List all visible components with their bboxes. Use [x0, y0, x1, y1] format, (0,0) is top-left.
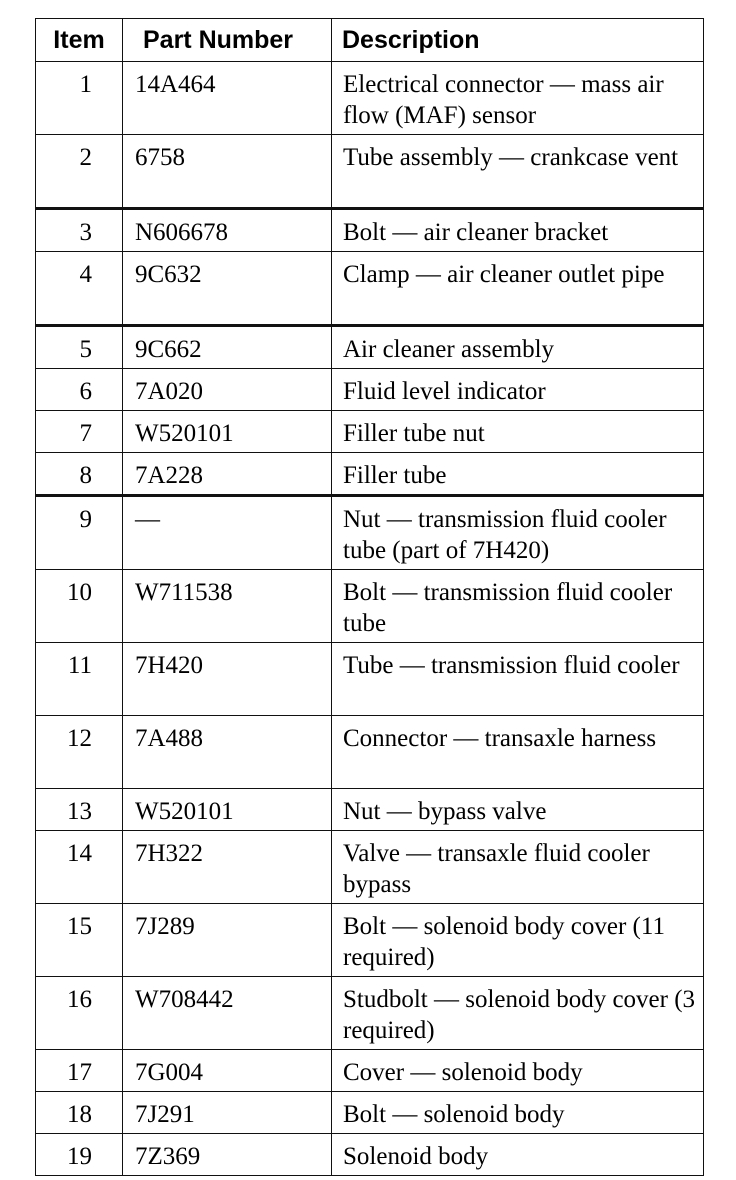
- header-description: Description: [332, 19, 704, 62]
- description-cell: Clamp — air cleaner outlet pipe: [332, 252, 704, 326]
- item-cell: 5: [36, 326, 123, 369]
- part-number-cell: W520101: [123, 789, 332, 831]
- item-cell: 14: [36, 831, 123, 904]
- item-cell: 15: [36, 904, 123, 977]
- description-cell: Bolt — solenoid body cover (11 required): [332, 904, 704, 977]
- table-row: [36, 411, 704, 453]
- item-cell: 16: [36, 977, 123, 1050]
- table-row: [36, 904, 704, 977]
- item-cell: 18: [36, 1092, 123, 1134]
- item-cell: 3: [36, 209, 123, 252]
- description-cell: Filler tube: [332, 453, 704, 496]
- part-number-cell: 9C662: [123, 326, 332, 369]
- item-cell: 8: [36, 453, 123, 496]
- table-row: [36, 716, 704, 789]
- part-number-cell: 6758: [123, 135, 332, 209]
- item-cell: 10: [36, 570, 123, 643]
- item-cell: 7: [36, 411, 123, 453]
- table-row: [36, 789, 704, 831]
- description-cell: Connector — transaxle harness: [332, 716, 704, 789]
- table-row: [36, 1050, 704, 1092]
- part-number-cell: —: [123, 496, 332, 570]
- description-cell: Cover — solenoid body: [332, 1050, 704, 1092]
- part-number-cell: 7H420: [123, 643, 332, 716]
- part-number-cell: 7H322: [123, 831, 332, 904]
- part-number-cell: W520101: [123, 411, 332, 453]
- part-number-cell: 7A228: [123, 453, 332, 496]
- part-number-cell: 7G004: [123, 1050, 332, 1092]
- description-cell: Fluid level indicator: [332, 369, 704, 411]
- item-cell: 17: [36, 1050, 123, 1092]
- table-row: [36, 977, 704, 1050]
- description-cell: Solenoid body: [332, 1134, 704, 1176]
- table-body: [36, 62, 704, 1176]
- part-number-cell: 7J289: [123, 904, 332, 977]
- item-cell: 11: [36, 643, 123, 716]
- part-number-cell: 7A488: [123, 716, 332, 789]
- description-cell: Valve — transaxle fluid cooler bypass: [332, 831, 704, 904]
- part-number-cell: 9C632: [123, 252, 332, 326]
- description-cell: Electrical connector — mass air flow (MAF) sensor: [332, 62, 704, 135]
- table-row: [36, 62, 704, 135]
- table-row: [36, 369, 704, 411]
- description-cell: Bolt — air cleaner bracket: [332, 209, 704, 252]
- table-row: [36, 831, 704, 904]
- part-number-cell: 14A464: [123, 62, 332, 135]
- header-row: [36, 19, 704, 62]
- part-number-cell: 7A020: [123, 369, 332, 411]
- table-row: [36, 135, 704, 209]
- item-cell: 1: [36, 62, 123, 135]
- table-row: [36, 1134, 704, 1176]
- table-row: [36, 570, 704, 643]
- item-cell: 2: [36, 135, 123, 209]
- description-cell: Bolt — solenoid body: [332, 1092, 704, 1134]
- table-header: [36, 19, 704, 62]
- header-item: Item: [36, 19, 123, 62]
- description-cell: Bolt — transmission fluid cooler tube: [332, 570, 704, 643]
- part-number-cell: 7J291: [123, 1092, 332, 1134]
- table-row: [36, 252, 704, 326]
- table-row: [36, 496, 704, 570]
- table-row: [36, 1092, 704, 1134]
- table-row: [36, 209, 704, 252]
- item-cell: 12: [36, 716, 123, 789]
- description-cell: Nut — transmission fluid cooler tube (part of 7H420): [332, 496, 704, 570]
- description-cell: Filler tube nut: [332, 411, 704, 453]
- item-cell: 4: [36, 252, 123, 326]
- description-cell: Studbolt — solenoid body cover (3 required): [332, 977, 704, 1050]
- item-cell: 6: [36, 369, 123, 411]
- item-cell: 19: [36, 1134, 123, 1176]
- description-cell: Air cleaner assembly: [332, 326, 704, 369]
- part-number-cell: W708442: [123, 977, 332, 1050]
- parts-table: [35, 18, 704, 1176]
- table-row: [36, 326, 704, 369]
- description-cell: Tube assembly — crankcase vent: [332, 135, 704, 209]
- item-cell: 13: [36, 789, 123, 831]
- table-row: [36, 453, 704, 496]
- description-cell: Nut — bypass valve: [332, 789, 704, 831]
- part-number-cell: N606678: [123, 209, 332, 252]
- table-row: [36, 643, 704, 716]
- description-cell: Tube — transmission fluid cooler: [332, 643, 704, 716]
- item-cell: 9: [36, 496, 123, 570]
- part-number-cell: 7Z369: [123, 1134, 332, 1176]
- header-part-number: Part Number: [123, 19, 332, 62]
- part-number-cell: W711538: [123, 570, 332, 643]
